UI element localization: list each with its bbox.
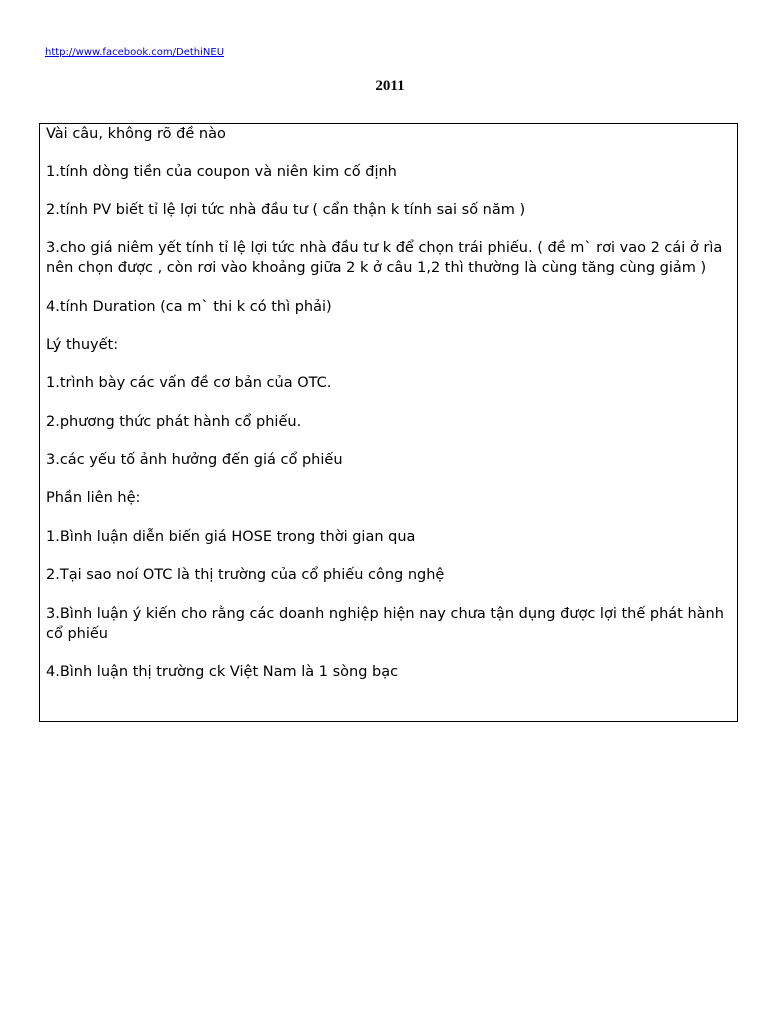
practice-item-4: 4.Bình luận thị trường ck Việt Nam là 1 sòng bạc	[46, 664, 399, 680]
question-4: 4.tính Duration (ca m` thi k có thì phải)	[46, 299, 332, 315]
theory-heading: Lý thuyết:	[46, 337, 119, 353]
question-2: 2.tính PV biết tỉ lệ lợi tức nhà đầu tư ( cẩn thận k tính sai số năm )	[46, 202, 526, 218]
question-3: 3.cho giá niêm yết tính tỉ lệ lợi tức nhà đầu tư k để chọn trái phiếu. ( đề m` rơi vao 2 cái ở rìa nên chọn được , còn rơi vào khoảng giữa 2 k ở câu 1,2 thì thường là cùng tăng cùng giảm )	[46, 240, 723, 276]
theory-item-1: 1.trình bày các vấn đề cơ bản của OTC.	[46, 375, 332, 391]
theory-item-2: 2.phương thức phát hành cổ phiếu.	[46, 414, 302, 430]
question-1: 1.tính dòng tiền của coupon và niên kim cố định	[46, 164, 397, 180]
intro-text: Vài câu, không rõ đề nào	[46, 126, 226, 142]
practice-heading: Phần liên hệ:	[46, 490, 141, 506]
content-box	[39, 123, 738, 722]
practice-item-3: 3.Bình luận ý kiến cho rằng các doanh nghiệp hiện nay chưa tận dụng được lợi thế phát hành cổ phiếu	[46, 606, 724, 642]
theory-item-3: 3.các yếu tố ảnh hưởng đến giá cổ phiếu	[46, 452, 343, 468]
practice-item-2: 2.Tại sao noí OTC là thị trường của cổ phiếu công nghệ	[46, 567, 445, 583]
facebook-link[interactable]: http://www.facebook.com/DethiNEU	[45, 47, 225, 58]
practice-item-1: 1.Bình luận diễn biến giá HOSE trong thời gian qua	[46, 529, 416, 545]
year-title: 2011	[375, 78, 405, 94]
